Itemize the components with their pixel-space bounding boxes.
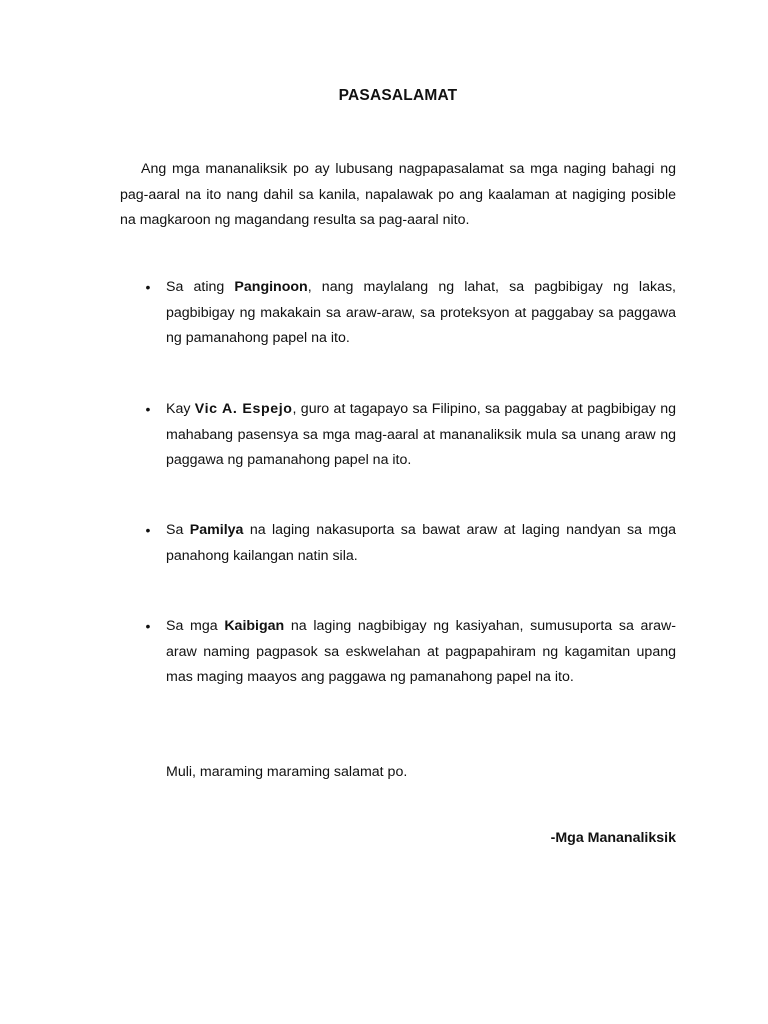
bullet-icon: • xyxy=(145,618,151,634)
item-text-before: Sa xyxy=(166,522,190,538)
acknowledgement-item-adviser xyxy=(145,397,676,474)
bullet-icon: • xyxy=(145,401,151,417)
item-text-before: Kay xyxy=(166,401,195,417)
acknowledgement-item-pamilya xyxy=(145,518,677,569)
item-text-after: , nang maylalang ng lahat, sa pagbibigay ng lakas, pagbibigay ng makakain sa araw-araw, sa proteksyon at paggabay sa paggawa ng pamanahong papel na ito. xyxy=(166,279,676,346)
signature: -Mga Mananaliksik xyxy=(550,830,676,846)
intro-paragraph: Ang mga mananaliksik po ay lubusang nagpapasalamat sa mga naging bahagi ng pag-aaral na ito nang dahil sa kanila, napalawak po ang kaalaman at nagiging posible na magkaroon ng magandang resulta sa pag-aaral nito. xyxy=(120,161,676,228)
item-text-after: na laging nagbibigay ng kasiyahan, sumusuporta sa araw-araw naming pagpasok sa eskwelahan at pagpapahiram ng kagamitan upang mas maging maayos ang paggawa ng pamanahong papel na ito. xyxy=(166,618,676,685)
item-text-before: Sa mga xyxy=(166,618,225,634)
bullet-icon: • xyxy=(145,522,151,538)
item-emphasis: Panginoon xyxy=(234,279,308,295)
item-text-after: , guro at tagapayo sa Filipino, sa paggabay at pagbibigay ng mahabang pasensya sa mga mag-aaral at mananaliksik mula sa unang araw ng paggawa ng pamanahong papel na ito. xyxy=(166,401,676,468)
page-title: PASASALAMAT xyxy=(338,87,458,104)
bullet-icon: • xyxy=(145,279,151,295)
acknowledgement-item-panginoon xyxy=(145,275,676,352)
closing-line: Muli, maraming maraming salamat po. xyxy=(166,764,408,780)
item-text-after: na laging nakasuporta sa bawat araw at laging nandyan sa mga panahong kailangan natin sila. xyxy=(166,522,677,564)
item-text-before: Sa ating xyxy=(166,279,235,295)
acknowledgement-item-kaibigan xyxy=(145,614,676,691)
item-emphasis: Vic A. Espejo xyxy=(194,401,293,417)
item-emphasis: Kaibigan xyxy=(224,618,285,634)
item-emphasis: Pamilya xyxy=(189,522,244,538)
